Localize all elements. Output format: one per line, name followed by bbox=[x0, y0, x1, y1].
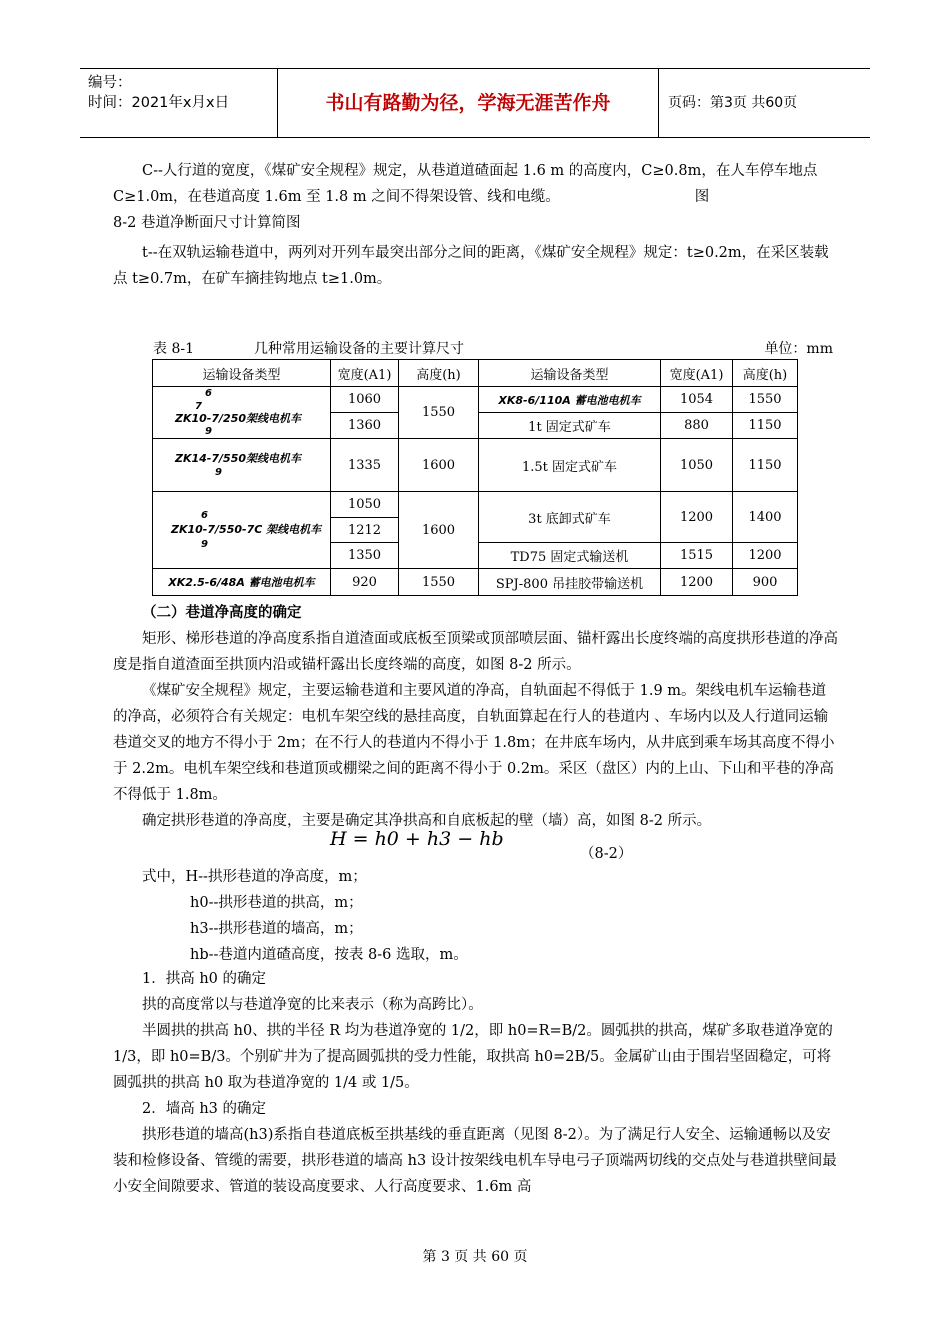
table-row: 6 ZK10-7/550-7C 架线电机车 9 1050 1600 3t 底卸式矿车 1200 1400 bbox=[153, 492, 798, 518]
table-row: 6 7 ZK10-7/250架线电机车 9 1060 1550 XK8-6/110A 蓄电池电机车 1054 1550 bbox=[153, 387, 798, 413]
var-h3: h3--拱形巷道的墙高，m； bbox=[190, 921, 363, 937]
header-number: 编号： bbox=[88, 75, 132, 91]
section-heading: （二）巷道净高度的确定 bbox=[142, 604, 302, 621]
var-h0: h0--拱形巷道的拱高，m； bbox=[190, 895, 363, 911]
table-header-row: 运输设备类型 宽度(A1) 高度(h) 运输设备类型 宽度(A1) 高度(h) bbox=[153, 360, 798, 387]
paragraph-arch-types: 半圆拱的拱高 h0、拱的半径 R 均为巷道净宽的 1/2，即 h0=R=B/2。圆弧拱的拱高，煤矿多取巷道净宽的 1/3，即 h0=B/3。个别矿井为了提高圆弧拱的受力性能，取拱高 h0=2B/5。金属矿山由于围岩坚固稳定，可将圆弧拱的拱高 h0 取为巷道净宽的 1/4 或 1/5。 bbox=[113, 1023, 833, 1091]
subheading-arch-height: 1．拱高 h0 的确定 bbox=[142, 971, 267, 987]
figure-caption: 8-2 巷道净断面尺寸计算简图 bbox=[113, 215, 301, 231]
header-page: 页码：第3页 共60页 bbox=[668, 95, 798, 111]
figure-ref-label: 图 bbox=[694, 189, 710, 205]
formula: H = h0 + h3 − hb bbox=[330, 828, 504, 850]
table-caption: 表 8-1 几种常用运输设备的主要计算尺寸 单位：mm bbox=[153, 338, 833, 358]
table-row: ZK14-7/550架线电机车 9 1335 1600 1.5t 固定式矿车 1050 1150 bbox=[153, 439, 798, 492]
table-title: 几种常用运输设备的主要计算尺寸 bbox=[254, 341, 464, 357]
table-row: 1350 TD75 固定式输送机 1515 1200 bbox=[153, 543, 798, 569]
page-header bbox=[80, 68, 870, 138]
paragraph-net-height: 矩形、梯形巷道的净高度系指自道渣面或底板至顶梁或顶部喷层面、锚杆露出长度终端的高度拱形巷道的净高度是指自道渣面至拱顶内沿或锚杆露出长度终端的高度，如图 8-2 所示。 bbox=[113, 631, 838, 673]
model-zk14-550: ZK14-7/550架线电机车 9 bbox=[153, 439, 331, 492]
table-row: 1360 1t 固定式矿车 880 1150 bbox=[153, 413, 798, 439]
header-time: 时间：2021年x月x日 bbox=[88, 95, 230, 111]
model-zk10-250: 6 7 ZK10-7/250架线电机车 9 bbox=[153, 387, 331, 439]
paragraph-regulations: 《煤矿安全规程》规定，主要运输巷道和主要风道的净高，自轨面起不得低于 1.9 m。架线电机车运输巷道的净高，必须符合有关规定：电机车架空线的悬挂高度，自轨面算起在行人的巷道内 、车场内以及人行道同运输巷道交叉的地方不得小于 2m；在不行人的巷道内不得小于 1.8m；在井底车场内，从井底到乘车场其高度不得小于 2.2m。电机车架空线和巷道顶或棚梁之间的距离不得小于 0.2m。采区（盘区）内的上山、下山和平巷的净高不得低于 1.8m。 bbox=[113, 683, 835, 803]
table-row: XK2.5-6/48A 蓄电池电机车 920 1550 SPJ-800 吊挂胶带输送机 1200 900 bbox=[153, 569, 798, 596]
header-meta bbox=[80, 69, 278, 137]
model-zk10-550-7c: 6 ZK10-7/550-7C 架线电机车 9 bbox=[153, 492, 331, 569]
paragraph-arch-height: 确定拱形巷道的净高度，主要是确定其净拱高和自底板起的壁（墙）高，如图 8-2 所示。 bbox=[142, 813, 712, 829]
t-definition: t--在双轨运输巷道中，两列对开列车最突出部分之间的距离，《煤矿安全规程》规定：t≥0.2m，在采区装载点 t≥0.7m，在矿车摘挂钩地点 t≥1.0m。 bbox=[113, 245, 829, 287]
header-motto: 书山有路勤为径，学海无涯苦作舟 bbox=[278, 69, 659, 137]
where-line: 式中，H--拱形巷道的净高度，m； bbox=[142, 869, 367, 885]
table-unit: 单位：mm bbox=[764, 341, 833, 357]
paragraph-wall-height: 拱形巷道的墙高(h3)系指自巷道底板至拱基线的垂直距离（见图 8-2）。为了满足行人安全、运输通畅以及安装和检修设备、管缆的需要，拱形巷道的墙高 h3 设计按架线电机车导电弓子顶端两切线的交点处与巷道拱壁间最小安全间隙要求、管道的装设高度要求、人行高度要求、1.6m 高 bbox=[113, 1127, 837, 1195]
c-definition: C--人行道的宽度，《煤矿安全规程》规定，从巷道道碴面起 1.6 m 的高度内，C≥0.8m，在人车停车地点 C≥1.0m，在巷道高度 1.6m 至 1.8 m 之间不得架设管、线和电缆。 图 bbox=[113, 163, 818, 205]
paragraph-ratio: 拱的高度常以与巷道净宽的比来表示（称为高跨比）。 bbox=[142, 997, 483, 1013]
var-hb: hb--巷道内道碴高度，按表 8-6 选取，m。 bbox=[190, 947, 468, 963]
equipment-table bbox=[152, 359, 798, 596]
formula-number: （8-2） bbox=[580, 846, 633, 862]
table-row: 1212 bbox=[153, 518, 798, 543]
page-footer: 第 3 页 共 60 页 bbox=[422, 1249, 528, 1265]
subheading-wall-height: 2．墙高 h3 的确定 bbox=[142, 1101, 267, 1117]
